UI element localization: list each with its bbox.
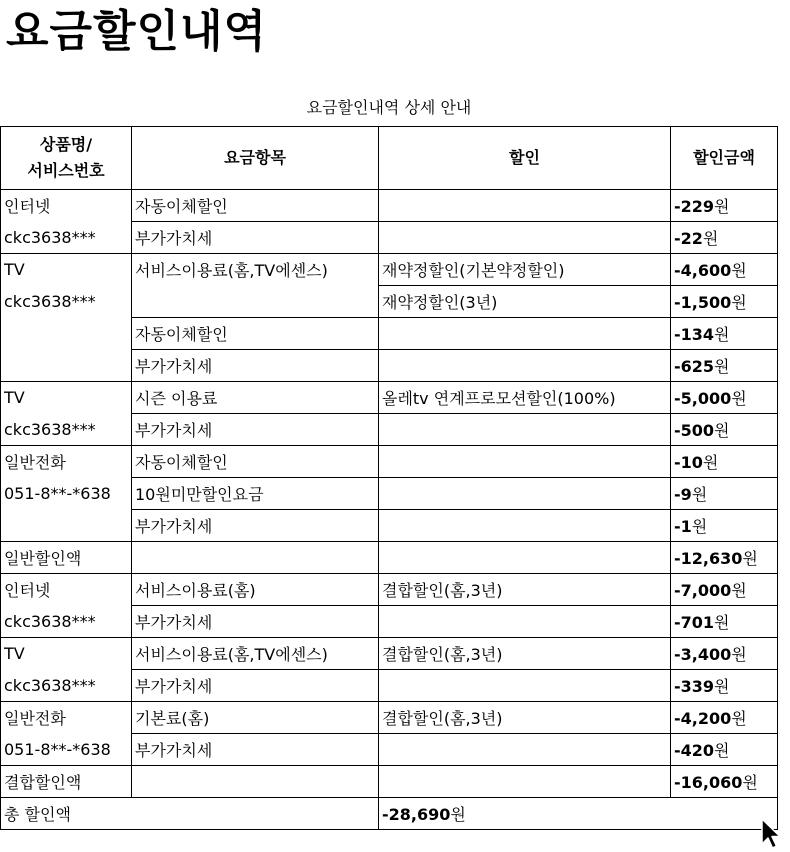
amount-cell: -4,200원 (671, 702, 778, 734)
product-cell (1, 350, 132, 382)
discount-cell (379, 766, 671, 798)
table-row (1, 638, 778, 670)
discount-cell (379, 542, 671, 574)
table-row (1, 414, 778, 446)
item-cell: 부가가치세 (132, 222, 379, 254)
amount-cell: -12,630원 (671, 542, 778, 574)
product-cell: ckc3638*** (1, 670, 132, 702)
product-cell: ckc3638*** (1, 606, 132, 638)
discount-cell (379, 222, 671, 254)
amount-cell: -701원 (671, 606, 778, 638)
product-cell: 인터넷 (1, 190, 132, 222)
table-row (1, 702, 778, 734)
amount-cell: -5,000원 (671, 382, 778, 414)
discount-cell: 결합할인(홈,3년) (379, 638, 671, 670)
item-cell: 자동이체할인 (132, 446, 379, 478)
table-row (1, 734, 778, 766)
table-row (1, 318, 778, 350)
header-amount: 할인금액 (671, 127, 778, 190)
item-cell: 자동이체할인 (132, 190, 379, 222)
table-row (1, 222, 778, 254)
header-product: 상품명/ 서비스번호 (1, 127, 132, 190)
item-cell: 부가가치세 (132, 510, 379, 542)
table-row (1, 382, 778, 414)
amount-cell: -7,000원 (671, 574, 778, 606)
item-cell: 10원미만할인요금 (132, 478, 379, 510)
product-cell: 일반전화 (1, 446, 132, 478)
amount-cell: -3,400원 (671, 638, 778, 670)
table-row (1, 478, 778, 510)
table-row (1, 766, 778, 798)
total-label: 총 할인액 (1, 798, 379, 830)
amount-cell: -16,060원 (671, 766, 778, 798)
item-cell: 기본료(홈) (132, 702, 379, 734)
mouse-pointer-icon (760, 818, 786, 852)
amount-cell: -4,600원 (671, 254, 778, 286)
product-cell: 051-8**-*638 (1, 478, 132, 510)
item-cell: 부가가치세 (132, 670, 379, 702)
product-cell: 051-8**-*638 (1, 734, 132, 766)
product-cell (1, 318, 132, 350)
amount-cell: -1,500원 (671, 286, 778, 318)
header-item: 요금항목 (132, 127, 379, 190)
item-cell: 서비스이용료(홈) (132, 574, 379, 606)
amount-cell: -1원 (671, 510, 778, 542)
table-header-row (1, 127, 778, 190)
table-row (1, 350, 778, 382)
amount-cell: -22원 (671, 222, 778, 254)
table-row (1, 286, 778, 318)
discount-cell: 재약정할인(3년) (379, 286, 671, 318)
item-cell: 시즌 이용료 (132, 382, 379, 414)
discount-cell (379, 190, 671, 222)
table-row (1, 190, 778, 222)
item-cell: 부가가치세 (132, 414, 379, 446)
total-row (1, 798, 778, 830)
amount-cell: -420원 (671, 734, 778, 766)
discount-cell: 결합할인(홈,3년) (379, 574, 671, 606)
discount-cell (379, 606, 671, 638)
total-amount: -28,690원 (379, 798, 778, 830)
discount-cell: 재약정할인(기본약정할인) (379, 254, 671, 286)
table-row (1, 670, 778, 702)
product-cell: TV (1, 254, 132, 286)
discount-cell (379, 414, 671, 446)
amount-cell: -229원 (671, 190, 778, 222)
discount-cell (379, 318, 671, 350)
header-discount: 할인 (379, 127, 671, 190)
product-cell: 결합할인액 (1, 766, 132, 798)
product-cell: 일반할인액 (1, 542, 132, 574)
item-cell: 부가가치세 (132, 734, 379, 766)
product-cell: 일반전화 (1, 702, 132, 734)
amount-cell: -9원 (671, 478, 778, 510)
item-cell (132, 286, 379, 318)
discount-cell (379, 734, 671, 766)
product-cell: TV (1, 382, 132, 414)
table-caption: 요금할인내역 상세 안내 (306, 98, 472, 117)
amount-cell: -500원 (671, 414, 778, 446)
product-cell (1, 510, 132, 542)
amount-cell: -339원 (671, 670, 778, 702)
item-cell: 부가가치세 (132, 350, 379, 382)
product-cell: TV (1, 638, 132, 670)
amount-cell: -625원 (671, 350, 778, 382)
table-row (1, 606, 778, 638)
table-row (1, 510, 778, 542)
discount-cell (379, 478, 671, 510)
discount-cell: 결합할인(홈,3년) (379, 702, 671, 734)
amount-cell: -134원 (671, 318, 778, 350)
table-row (1, 254, 778, 286)
table-row (1, 446, 778, 478)
product-cell: ckc3638*** (1, 222, 132, 254)
product-cell: ckc3638*** (1, 414, 132, 446)
discount-table (0, 126, 778, 830)
page-title: 요금할인내역 (6, 6, 268, 57)
item-cell: 서비스이용료(홈,TV에센스) (132, 254, 379, 286)
discount-cell: 올레tv 연계프로모션할인(100%) (379, 382, 671, 414)
item-cell (132, 766, 379, 798)
amount-cell: -10원 (671, 446, 778, 478)
table-row (1, 574, 778, 606)
item-cell: 자동이체할인 (132, 318, 379, 350)
product-cell: 인터넷 (1, 574, 132, 606)
discount-cell (379, 350, 671, 382)
discount-cell (379, 510, 671, 542)
table-row (1, 542, 778, 574)
product-cell: ckc3638*** (1, 286, 132, 318)
item-cell (132, 542, 379, 574)
item-cell: 부가가치세 (132, 606, 379, 638)
item-cell: 서비스이용료(홈,TV에센스) (132, 638, 379, 670)
discount-cell (379, 446, 671, 478)
discount-cell (379, 670, 671, 702)
